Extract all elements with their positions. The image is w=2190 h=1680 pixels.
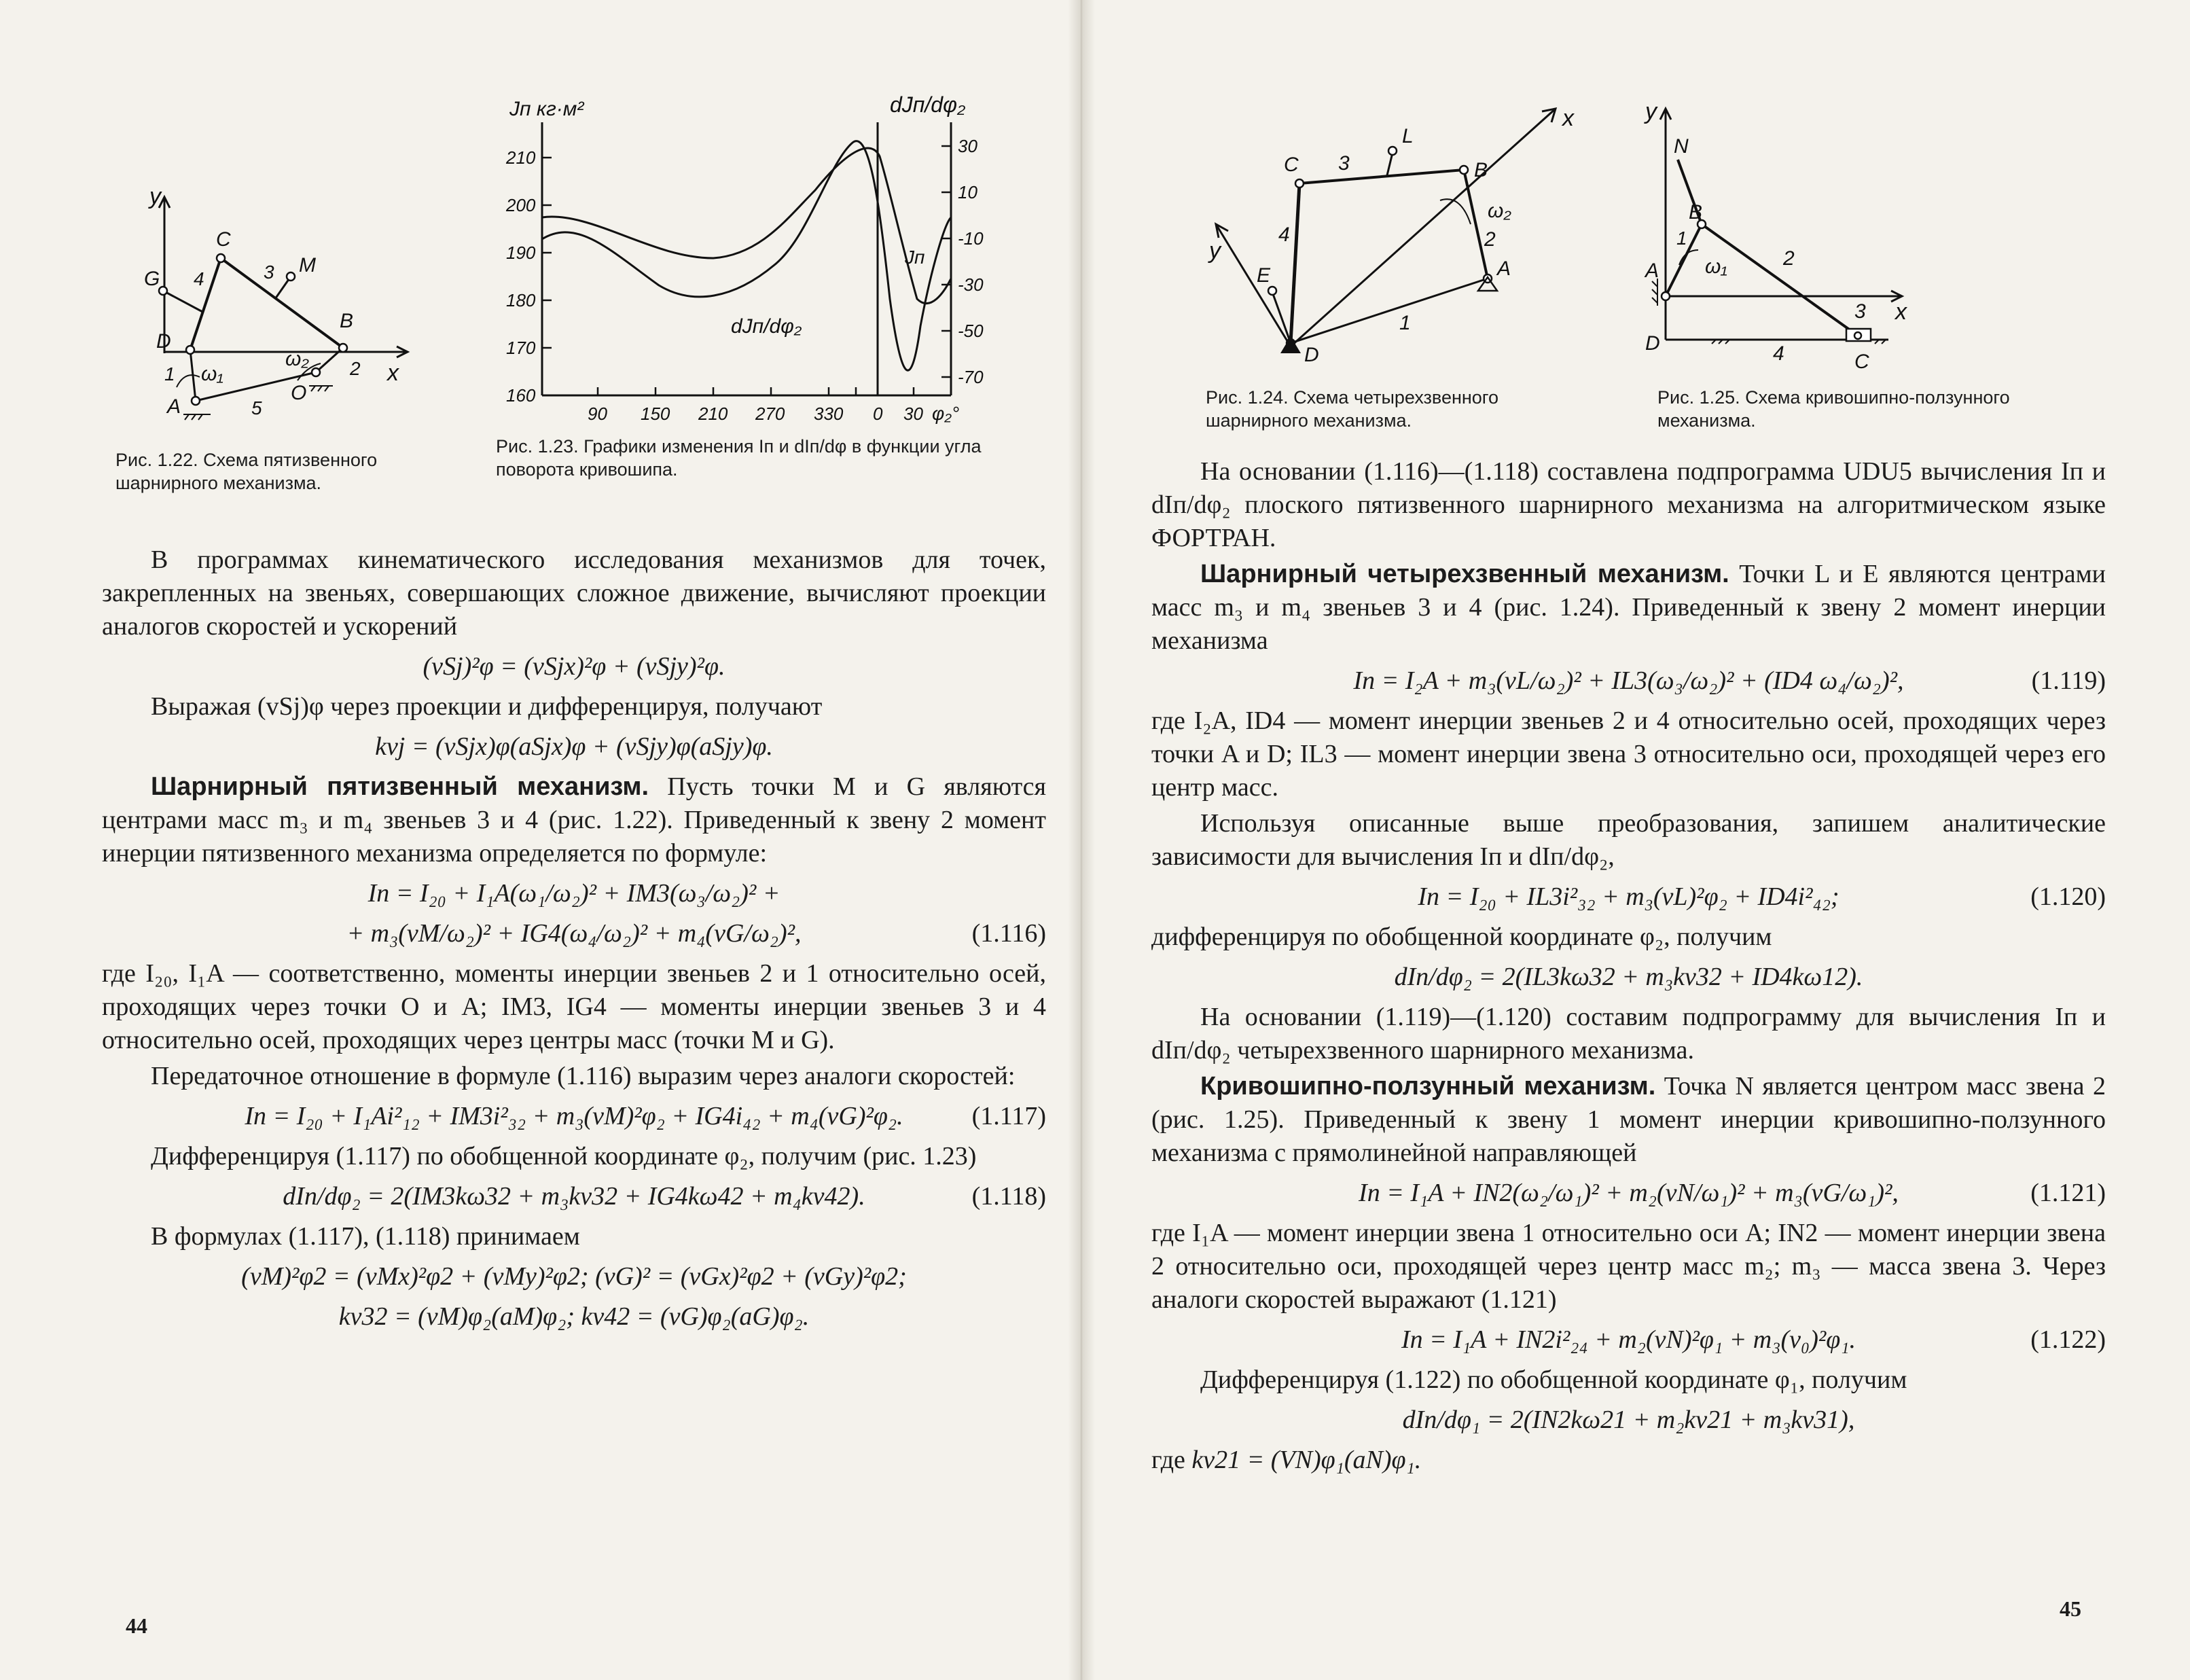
fig24-label-y: y bbox=[1209, 238, 1221, 264]
fig22-label-y: y bbox=[149, 183, 161, 209]
fig25-label-3: 3 bbox=[1854, 300, 1866, 323]
fig24-label-3: 3 bbox=[1338, 152, 1350, 175]
fig22-label-c: C bbox=[216, 228, 231, 251]
fig23-right-tick: -70 bbox=[958, 367, 984, 387]
fig23-left-tick: 180 bbox=[506, 290, 536, 310]
fig24-label-x: x bbox=[1562, 105, 1574, 131]
section-heading: Кривошипно-ползунный механизм. bbox=[1200, 1072, 1656, 1101]
fig22-label-4: 4 bbox=[194, 268, 204, 289]
formula-1-116: + m₃(vM/ω₂)² + IG4(ω₄/ω₂)² + m₄(vG/ω₂)², (1.116) bbox=[102, 917, 1046, 950]
fig23-curve-label-djp: dJп/dφ₂ bbox=[731, 315, 802, 338]
equation-number: (1.122) bbox=[2030, 1325, 2106, 1354]
fig23-right-tick: -30 bbox=[958, 274, 984, 295]
fig23-x-tick: 90 bbox=[588, 404, 607, 424]
fig23-right-tick: 30 bbox=[958, 136, 977, 156]
fig23-caption: Рис. 1.23. Графики изменения Iп и dIп/dφ в функции угла поворота кривошипа. bbox=[496, 436, 982, 480]
section-heading: Шарнирный пятизвенный механизм. bbox=[151, 772, 649, 801]
paragraph: Дифференцируя (1.122) по обобщенной координате φ₁, получим bbox=[1200, 1365, 1907, 1394]
formula: (vM)²φ2 = (vMx)²φ2 + (vMy)²φ2; (vG)² = (vGx)²φ2 + (vGy)²φ2; bbox=[241, 1262, 907, 1291]
fig25-label-a: A bbox=[1645, 260, 1659, 282]
page-number: 44 bbox=[126, 1613, 147, 1638]
equation-number: (1.121) bbox=[2030, 1179, 2106, 1207]
figure-1-24 bbox=[1202, 88, 1637, 380]
fig22-label-d: D bbox=[156, 330, 171, 353]
fig25-label-4: 4 bbox=[1773, 342, 1784, 365]
fig24-label-c: C bbox=[1284, 154, 1299, 176]
fig22-label-o: O bbox=[291, 382, 307, 404]
paragraph: где I₂₀, I₁A — соответственно, моменты инерции звеньев 2 и 1 относительно осей, проходящих через точки O и A; IM3, IG4 — моменты инерции звеньев 3 и 4 относительно осей, проходящих через центры масс (точки M и G). bbox=[102, 959, 1046, 1054]
formula-1-120: Iп = I₂₀ + IL3i²₃₂ + m₃(vL)²φ₂ + ID4i²₄₂; (1.120) bbox=[1151, 880, 2106, 914]
fig23-left-tick: 170 bbox=[506, 338, 536, 358]
fig23-left-tick: 190 bbox=[506, 243, 536, 263]
fig25-label-b: B bbox=[1689, 201, 1703, 224]
equation-number: (1.117) bbox=[971, 1102, 1046, 1130]
paragraph: Кривошипно-ползунный механизм. Точка N является центром масс звена 2 (рис. 1.25). Приведенный к звену 1 момент инерции кривошипно-ползунного механизма с прямолинейной направляющей bbox=[1151, 1072, 2106, 1167]
formula: kv32 = (vM)φ₂(aM)φ₂; kv42 = (vG)φ₂(aG)φ₂. bbox=[338, 1302, 810, 1331]
fig25-label-2: 2 bbox=[1783, 247, 1795, 270]
formula: kvj = (vSjx)φ(aSjx)φ + (vSjy)φ(aSjy)φ. bbox=[375, 732, 773, 761]
fig23-x-tick: 330 bbox=[814, 404, 844, 424]
figure-1-22 bbox=[136, 183, 421, 442]
fig22-label-w1: ω₁ bbox=[201, 363, 223, 385]
equation-number: (1.116) bbox=[971, 919, 1046, 948]
curve-djp bbox=[542, 148, 951, 304]
fig23-right-tick: -10 bbox=[958, 228, 984, 249]
fig23-left-tick: 160 bbox=[506, 385, 536, 406]
fig22-label-a: A bbox=[167, 395, 181, 418]
fig23-x-label: φ₂° bbox=[932, 403, 960, 424]
fig25-label-c: C bbox=[1854, 351, 1869, 373]
fig24-label-1: 1 bbox=[1399, 312, 1411, 334]
equation-number: (1.118) bbox=[971, 1182, 1046, 1211]
fig22-label-w2: ω₂ bbox=[285, 348, 309, 370]
fig23-right-tick: -50 bbox=[958, 321, 984, 341]
figure-1-25 bbox=[1630, 95, 1916, 380]
formula: (vSj)²φ = (vSjx)²φ + (vSjy)²φ. bbox=[423, 652, 725, 681]
left-page bbox=[0, 0, 1073, 1680]
formula-1-117: Iп = I₂₀ + I₁Ai²₁₂ + IM3i²₃₂ + m₃(vM)²φ₂ + IG4i₄₂ + m₄(vG)²φ₂. (1.117) bbox=[102, 1100, 1046, 1133]
fig25-label-x: x bbox=[1895, 299, 1907, 325]
fig23-left-tick: 200 bbox=[506, 195, 536, 215]
fig24-label-l: L bbox=[1402, 125, 1414, 147]
fig22-label-g: G bbox=[144, 268, 160, 290]
fig22-label-5: 5 bbox=[251, 397, 262, 418]
paragraph: Шарнирный пятизвенный механизм. Пусть точки M и G являются центрами масс m₃ и m₄ звеньев 3 и 4 (рис. 1.22). Приведенный к звену 2 момент инерции пятизвенного механизма определяется по формуле: bbox=[102, 772, 1046, 868]
fig25-label-n: N bbox=[1674, 135, 1689, 158]
fig24-label-d: D bbox=[1304, 344, 1319, 366]
paragraph: В формулах (1.117), (1.118) принимаем bbox=[151, 1222, 580, 1251]
fig25-caption: Рис. 1.25. Схема кривошипно-ползунного механизма. bbox=[1657, 387, 2010, 431]
left-body bbox=[102, 543, 1046, 1340]
fig23-left-axis-title: Jп кг·м² bbox=[509, 98, 584, 120]
right-page bbox=[1087, 0, 2190, 1680]
page-number: 45 bbox=[2060, 1596, 2081, 1621]
fig23-left-tick: 210 bbox=[506, 147, 536, 168]
fig22-label-2: 2 bbox=[350, 358, 361, 379]
fig23-x-tick: 150 bbox=[641, 404, 670, 424]
section-heading: Шарнирный четырехзвенный механизм. bbox=[1200, 560, 1729, 588]
paragraph: дифференцируя по обобщенной координате φ₂, получим bbox=[1151, 923, 1772, 951]
fig25-label-y: y bbox=[1645, 99, 1657, 124]
formula-1-119: Iп = I₂A + m₃(vL/ω₂)² + IL3(ω₃/ω₂)² + (ID4 ω₄/ω₂)², (1.119) bbox=[1151, 664, 2106, 698]
paragraph: Выражая (vSj)φ через проекции и дифференцируя, получают bbox=[151, 692, 823, 721]
paragraph: В программах кинематического исследования механизмов для точек, закрепленных на звеньях, совершающих сложное движение, вычисляют проекции аналогов скоростей и ускорений bbox=[102, 546, 1046, 641]
fig23-x-tick: 0 bbox=[873, 404, 883, 424]
paragraph: Используя описанные выше преобразования, запишем аналитические зависимости для вычисления Iп и dIп/dφ₂, bbox=[1151, 809, 2106, 871]
equation-number: (1.120) bbox=[2030, 882, 2106, 911]
fig24-label-e: E bbox=[1257, 264, 1271, 287]
formula: Iп = I₂₀ + I₁A(ω₁/ω₂)² + IM3(ω₃/ω₂)² + bbox=[367, 879, 780, 908]
fig23-right-axis-title: dJп/dφ₂ bbox=[890, 92, 966, 117]
fig23-x-tick: 210 bbox=[698, 404, 728, 424]
right-body bbox=[1151, 455, 2106, 1480]
fig24-label-w2: ω₂ bbox=[1488, 200, 1511, 222]
fig23-x-tick: 30 bbox=[903, 404, 923, 424]
fig22-label-b: B bbox=[340, 310, 354, 332]
formula: dIп/dφ₂ = 2(IL3kω32 + m₃kv32 + ID4kω12). bbox=[1394, 963, 1863, 991]
fig23-x-tick: 270 bbox=[755, 404, 785, 424]
fig22-label-3: 3 bbox=[264, 262, 274, 283]
figure-1-23 bbox=[489, 82, 1026, 435]
fig24-label-4: 4 bbox=[1278, 224, 1290, 246]
fig23-right-tick: 10 bbox=[958, 182, 977, 202]
equation-number: (1.119) bbox=[2031, 666, 2106, 695]
fig24-label-b: B bbox=[1474, 159, 1488, 181]
fig24-label-2: 2 bbox=[1484, 228, 1496, 251]
formula-1-118: dIп/dφ₂ = 2(IM3kω32 + m₃kv32 + IG4kω42 + m₄kv42). (1.118) bbox=[102, 1180, 1046, 1213]
fig22-label-x: x bbox=[387, 360, 399, 386]
paragraph: где kv21 = (VN)φ₁(aN)φ₁. bbox=[1151, 1446, 1422, 1474]
paragraph: Дифференцируя (1.117) по обобщенной координате φ₂, получим (рис. 1.23) bbox=[151, 1142, 977, 1170]
fig23-curve-label-jp: Jп bbox=[905, 247, 925, 268]
formula: kv21 = (VN)φ₁(aN)φ₁. bbox=[1191, 1446, 1422, 1474]
formula: dIп/dφ₁ = 2(IN2kω21 + m₂kv21 + m₃kv31), bbox=[1402, 1406, 1855, 1434]
paragraph: На основании (1.119)—(1.120) составим подпрограмму для вычисления Iп и dIп/dφ₂ четырехзвенного шарнирного механизма. bbox=[1151, 1003, 2106, 1065]
paragraph: Передаточное отношение в формуле (1.116) выразим через аналоги скоростей: bbox=[151, 1062, 1016, 1090]
formula-1-121: Iп = I₁A + IN2(ω₂/ω₁)² + m₂(vN/ω₁)² + m₃(vG/ω₁)², (1.121) bbox=[1151, 1177, 2106, 1210]
fig22-caption: Рис. 1.22. Схема пятизвенного шарнирного механизма. bbox=[115, 450, 378, 493]
fig25-label-d: D bbox=[1645, 332, 1660, 355]
paragraph: Шарнирный четырехзвенный механизм. Точки L и E являются центрами масс m₃ и m₄ звеньев 3 и 4 (рис. 1.24). Приведенный к звену 2 момент инерции механизма bbox=[1151, 560, 2106, 655]
paragraph: где I₂A, ID4 — момент инерции звеньев 2 и 4 относительно осей, проходящих через точки A и D; IL3 — момент инерции звена 3 относительно оси, проходящей через его центр масс. bbox=[1151, 707, 2106, 802]
fig25-label-1: 1 bbox=[1676, 228, 1687, 249]
fig22-label-1: 1 bbox=[164, 363, 175, 385]
fig22-label-m: M bbox=[299, 254, 316, 276]
paragraph: где I₁A — момент инерции звена 1 относительно оси A; IN2 — момент инерции звена 2 относительно оси, проходящей через центр масс m₂; m₃ — масса звена 3. Через аналоги скоростей выражают (1.121) bbox=[1151, 1219, 2106, 1314]
formula-1-122: Iп = I₁A + IN2i²₂₄ + m₂(vN)²φ₁ + m₃(v₀)²φ₁. (1.122) bbox=[1151, 1323, 2106, 1357]
fig24-caption: Рис. 1.24. Схема четырехзвенного шарнирного механизма. bbox=[1206, 387, 1499, 431]
fig24-label-a: A bbox=[1497, 257, 1511, 280]
paragraph: На основании (1.116)—(1.118) составлена подпрограмма UDU5 вычисления Iп и dIп/dφ₂ плоского пятизвенного шарнирного механизма на алгоритмическом языке ФОРТРАН. bbox=[1151, 457, 2106, 552]
fig25-label-w1: ω₁ bbox=[1705, 255, 1727, 278]
